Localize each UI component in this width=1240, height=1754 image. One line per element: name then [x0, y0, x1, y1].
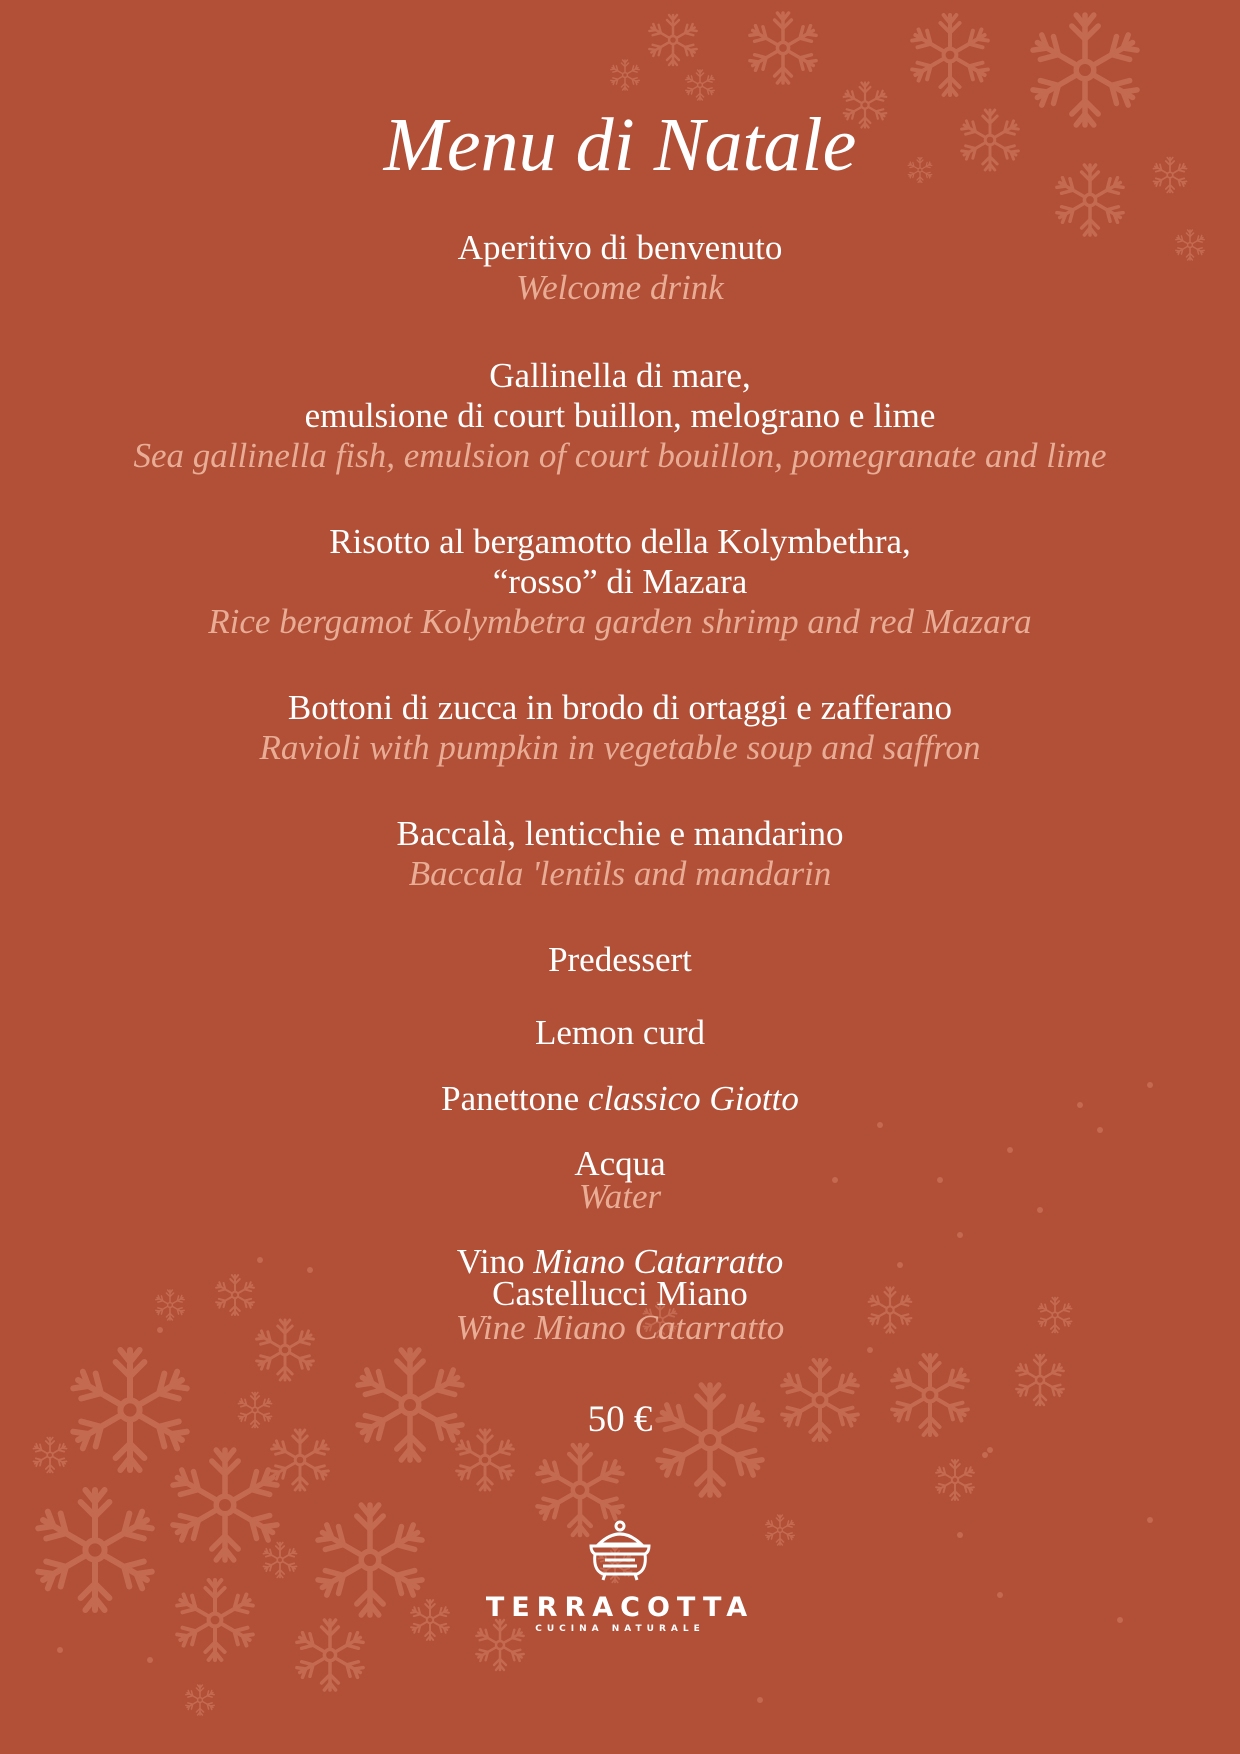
- course-italian: emulsione di court buillon, melograno e lime: [304, 396, 936, 435]
- snow-dot: [57, 1647, 63, 1653]
- snowflake-icon: [648, 15, 697, 65]
- snow-dot: [957, 1232, 963, 1238]
- snowflake-icon: [36, 1490, 154, 1610]
- wine-producer: Castellucci Miano: [492, 1274, 748, 1313]
- terracotta-logo: [470, 1520, 770, 1640]
- logo-name: TERRACOTTA: [485, 1592, 755, 1623]
- panettone: [0, 1079, 1240, 1119]
- course-1: [0, 228, 1240, 308]
- wine-label: Vino: [456, 1242, 525, 1281]
- course-italian: Bottoni di zucca in brodo di ortaggi e zafferano: [287, 688, 953, 727]
- course-english: Baccala 'lentils and mandarin: [408, 854, 832, 893]
- snowflake-icon: [171, 1450, 279, 1560]
- water-italian: Acqua: [574, 1144, 666, 1183]
- water-english: Water: [578, 1177, 662, 1216]
- snow-dot: [877, 1122, 883, 1128]
- snowflake-icon: [33, 1438, 68, 1473]
- course-italian: Risotto al bergamotto della Kolymbethra,: [329, 522, 911, 561]
- course-english: Sea gallinella fish, emulsion of court bouillon, pomegranate and lime: [133, 436, 1107, 475]
- snow-dot: [757, 1697, 763, 1703]
- terracotta-pot-icon: [585, 1520, 655, 1582]
- snowflake-icon: [185, 1685, 215, 1715]
- course-english: Welcome drink: [516, 268, 724, 307]
- wine: [0, 1242, 1240, 1347]
- snow-dot: [997, 1592, 1003, 1598]
- panettone-label: Panettone: [441, 1079, 580, 1118]
- snowflake-icon: [748, 13, 817, 83]
- predessert: Predessert: [548, 940, 692, 979]
- course-5: [0, 814, 1240, 894]
- snowflake-icon: [935, 1460, 974, 1500]
- course-3: [0, 522, 1240, 642]
- snow-dot: [957, 1532, 963, 1538]
- snow-dot: [867, 1347, 873, 1353]
- menu-title: Menu di Natale: [383, 103, 857, 187]
- snowflake-icon: [263, 1543, 298, 1578]
- snow-dot: [1097, 1127, 1103, 1133]
- panettone-variety: classico Giotto: [587, 1079, 799, 1118]
- course-italian: “rosso” di Mazara: [492, 562, 748, 601]
- snow-dot: [1117, 1617, 1123, 1623]
- course-italian: Gallinella di mare,: [489, 356, 751, 395]
- course-english: Ravioli with pumpkin in vegetable soup and saffron: [259, 728, 981, 767]
- wine-english: Wine Miano Catarratto: [455, 1308, 785, 1347]
- snowflake-icon: [295, 1620, 364, 1690]
- menu-price: 50 €: [587, 1399, 653, 1440]
- snow-dot: [147, 1657, 153, 1663]
- wine-name: Miano Catarratto: [533, 1242, 784, 1281]
- snowflake-icon: [911, 15, 990, 95]
- snowflake-icon: [176, 1580, 255, 1660]
- snowflake-icon: [410, 1600, 449, 1640]
- course-english: Rice bergamot Kolymbetra garden shrimp and red Mazara: [208, 602, 1032, 641]
- snowflake-icon: [685, 70, 715, 100]
- lemon-curd: Lemon curd: [534, 1013, 706, 1052]
- snow-dot: [982, 1452, 988, 1458]
- snowflake-icon: [316, 1505, 424, 1615]
- snow-dot: [987, 1447, 993, 1453]
- snow-dot: [1147, 1517, 1153, 1523]
- course-italian: Baccalà, lenticchie e mandarino: [396, 814, 844, 853]
- snowflake-icon: [610, 60, 640, 90]
- course-4: [0, 688, 1240, 768]
- water: [0, 1144, 1240, 1216]
- course-italian: Aperitivo di benvenuto: [457, 228, 783, 267]
- course-2: [0, 356, 1240, 476]
- logo-tagline: CUCINA NATURALE: [535, 1624, 705, 1634]
